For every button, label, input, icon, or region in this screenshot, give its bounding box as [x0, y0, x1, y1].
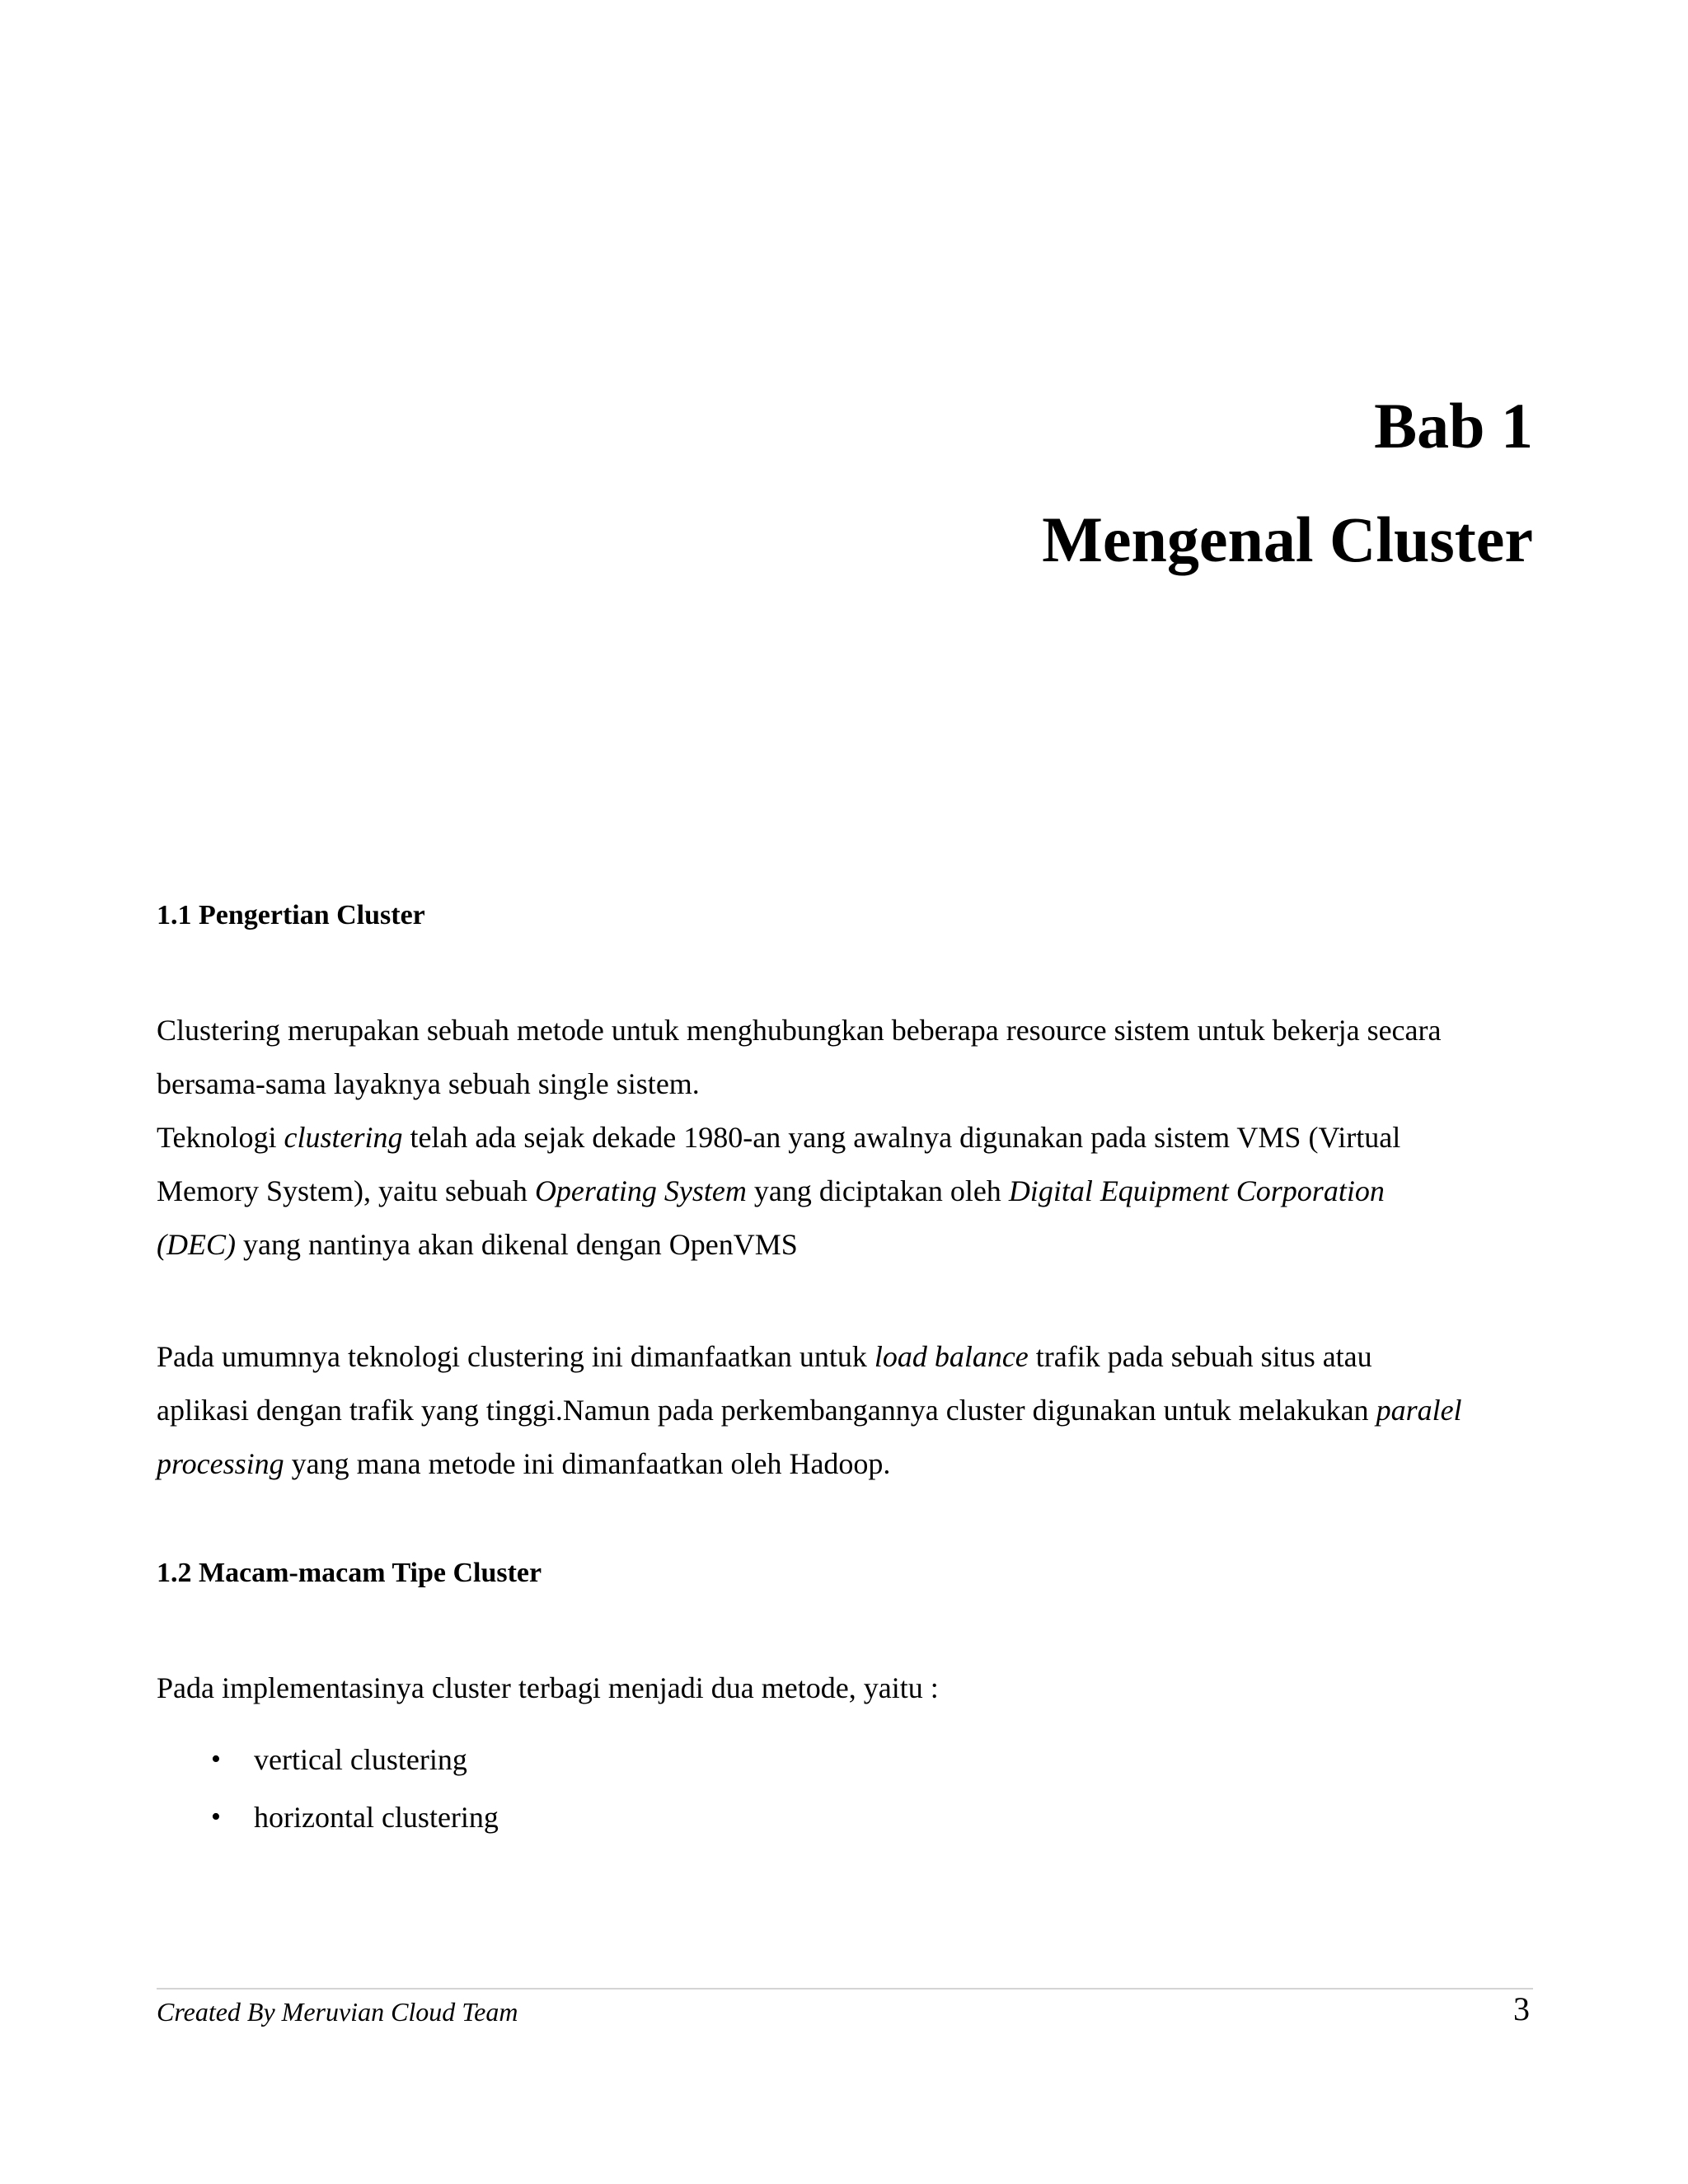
section-heading-1-1: 1.1 Pengertian Cluster: [157, 900, 425, 930]
italic-term: clustering: [284, 1121, 403, 1154]
text-run: trafik pada sebuah situs atau: [1028, 1340, 1372, 1373]
italic-term: processing: [157, 1447, 284, 1480]
text-run: yang diciptakan oleh: [746, 1174, 1009, 1207]
paragraph-line: [157, 1218, 1541, 1272]
text-run: yang mana metode ini dimanfaatkan oleh Hadoop.: [284, 1447, 891, 1480]
paragraph-clustering-usage: [157, 1330, 1541, 1491]
cluster-types-list: [157, 1731, 499, 1846]
paragraph-line: [157, 1111, 1541, 1165]
text-run: yang nantinya akan dikenal dengan OpenVMS: [235, 1228, 798, 1261]
list-item: [157, 1731, 499, 1788]
text-run: Pada umumnya teknologi clustering ini dimanfaatkan untuk: [157, 1340, 874, 1373]
paragraph-clustering-definition: [157, 1004, 1541, 1111]
footer-credit: Created By Meruvian Cloud Team: [157, 1997, 518, 2027]
paragraph-line: Clustering merupakan sebuah metode untuk menghubungkan beberapa resource sistem untuk bekerja secara: [157, 1014, 1442, 1047]
list-item-label: vertical clustering: [254, 1743, 467, 1776]
chapter-title: Mengenal Cluster: [1042, 504, 1533, 575]
paragraph-clustering-history: [157, 1111, 1541, 1272]
paragraph-line: [157, 1330, 1541, 1384]
paragraph-line: bersama-sama layaknya sebuah single sistem.: [157, 1067, 700, 1100]
list-item-label: horizontal clustering: [254, 1801, 499, 1834]
page-number: 3: [1513, 1990, 1530, 2027]
italic-term: (DEC): [157, 1228, 236, 1261]
paragraph-line: Pada implementasinya cluster terbagi menjadi dua metode, yaitu :: [157, 1671, 939, 1704]
italic-term: paralel: [1376, 1394, 1462, 1427]
paragraph-line: [157, 1384, 1541, 1437]
section-heading-1-2: 1.2 Macam-macam Tipe Cluster: [157, 1558, 542, 1588]
paragraph-line: [157, 1165, 1541, 1218]
text-run: Memory System), yaitu sebuah: [157, 1174, 535, 1207]
paragraph-line: [157, 1437, 1541, 1491]
bullet-icon: •: [211, 1802, 221, 1832]
text-run: Teknologi: [157, 1121, 284, 1154]
italic-term: load balance: [874, 1340, 1029, 1373]
bullet-icon: •: [211, 1744, 221, 1774]
footer-divider: [157, 1988, 1533, 1990]
text-run: telah ada sejak dekade 1980-an yang awalnya digunakan pada sistem VMS (Virtual: [402, 1121, 1401, 1154]
italic-term: Digital Equipment Corporation: [1008, 1174, 1385, 1207]
chapter-number: Bab 1: [1374, 390, 1533, 462]
list-item: [157, 1788, 499, 1846]
paragraph-cluster-types-intro: [157, 1661, 1541, 1715]
italic-term: Operating System: [534, 1174, 747, 1207]
text-run: aplikasi dengan trafik yang tinggi.Namun pada perkembangannya cluster digunakan untuk melakukan: [157, 1394, 1376, 1427]
